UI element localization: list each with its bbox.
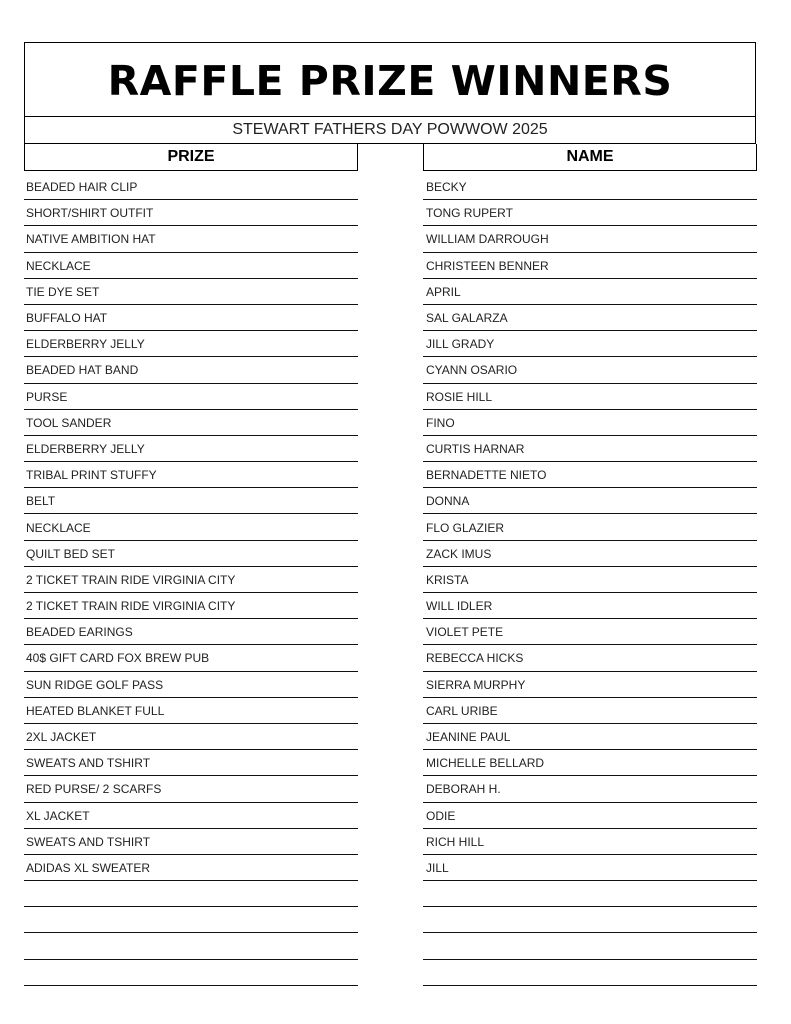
winner-name-row [423, 803, 757, 829]
winner-name-text [423, 893, 426, 894]
winner-name-row [423, 200, 757, 226]
prize-text: BUFFALO HAT [26, 311, 108, 326]
prize-text: SUN RIDGE GOLF PASS [26, 677, 164, 692]
winner-name-row [423, 357, 757, 383]
winner-name-row [423, 541, 757, 567]
prize-text: SWEATS AND TSHIRT [26, 756, 151, 771]
winner-name-text: APRIL [426, 284, 461, 299]
winner-name-text [423, 919, 426, 920]
winner-name-text: ODIE [426, 808, 456, 823]
prize-row [24, 698, 358, 724]
prize-text: 2XL JACKET [26, 730, 97, 745]
winner-name-row [423, 488, 757, 514]
winner-name-text: CARL URIBE [426, 703, 498, 718]
prize-text: HEATED BLANKET FULL [26, 703, 165, 718]
winner-name-text: JEANINE PAUL [426, 730, 511, 745]
prize-row [24, 331, 358, 357]
prize-row [24, 645, 358, 671]
winner-name-row [423, 384, 757, 410]
page-title: RAFFLE PRIZE WINNERS [107, 56, 673, 105]
winner-name-row [423, 724, 757, 750]
winner-name-text: REBECCA HICKS [426, 651, 524, 666]
winner-name-row [423, 672, 757, 698]
winner-name-text: CHRISTEEN BENNER [426, 258, 549, 273]
winner-name-row [423, 514, 757, 540]
prize-text: SWEATS AND TSHIRT [26, 834, 151, 849]
winner-name-text: MICHELLE BELLARD [426, 756, 545, 771]
winner-name-text: TONG RUPERT [426, 206, 513, 221]
prize-text: RED PURSE/ 2 SCARFS [26, 782, 162, 797]
prize-row [24, 567, 358, 593]
winner-name-row [423, 933, 757, 959]
winner-name-row [423, 698, 757, 724]
winner-name-row [423, 226, 757, 252]
winner-name-text: FINO [426, 415, 455, 430]
winner-name-row [423, 645, 757, 671]
prize-text: ELDERBERRY JELLY [26, 441, 145, 456]
prize-text: TRIBAL PRINT STUFFY [26, 468, 157, 483]
winner-name-text: DEBORAH H. [426, 782, 501, 797]
prize-row [24, 881, 358, 907]
prize-row [24, 174, 358, 200]
winner-name-text: BECKY [426, 180, 467, 195]
winner-name-text: BERNADETTE NIETO [426, 468, 547, 483]
winner-name-text: SAL GALARZA [426, 311, 508, 326]
winner-name-text: ZACK IMUS [426, 546, 492, 561]
prize-text: TIE DYE SET [26, 284, 100, 299]
winner-name-text: WILL IDLER [426, 599, 493, 614]
prize-text: 2 TICKET TRAIN RIDE VIRGINIA CITY [26, 572, 236, 587]
prize-column-header: PRIZE [24, 144, 358, 171]
prize-row [24, 305, 358, 331]
subtitle-box [24, 116, 756, 144]
prize-row [24, 829, 358, 855]
winner-name-row [423, 253, 757, 279]
prize-text: SHORT/SHIRT OUTFIT [26, 206, 154, 221]
prize-text: QUILT BED SET [26, 546, 115, 561]
winner-name-row [423, 619, 757, 645]
winner-name-text: FLO GLAZIER [426, 520, 505, 535]
winner-name-row [423, 960, 757, 986]
page-subtitle: STEWART FATHERS DAY POWWOW 2025 [232, 120, 548, 138]
winner-name-row [423, 881, 757, 907]
winner-name-row [423, 750, 757, 776]
winner-name-row [423, 907, 757, 933]
prize-row [24, 384, 358, 410]
title-box [24, 42, 756, 117]
prize-text: BELT [26, 494, 56, 509]
winner-name-text: WILLIAM DARROUGH [426, 232, 549, 247]
winner-name-text: CYANN OSARIO [426, 363, 518, 378]
name-column-header: NAME [423, 144, 757, 171]
prize-text [24, 919, 26, 920]
prize-row [24, 541, 358, 567]
prize-text [24, 893, 26, 894]
prize-text: BEADED HAIR CLIP [26, 180, 138, 195]
winner-name-text: JILL GRADY [426, 337, 495, 352]
prize-row [24, 410, 358, 436]
winner-name-text: ROSIE HILL [426, 389, 493, 404]
winner-name-text: JILL [426, 860, 449, 875]
prize-row [24, 907, 358, 933]
prize-text: NECKLACE [26, 258, 91, 273]
prize-row [24, 436, 358, 462]
prize-text [24, 972, 26, 973]
winner-name-row [423, 436, 757, 462]
prize-row [24, 803, 358, 829]
winner-name-text: VIOLET PETE [426, 625, 504, 640]
prize-text: ELDERBERRY JELLY [26, 337, 145, 352]
prize-row [24, 462, 358, 488]
prize-text: TOOL SANDER [26, 415, 112, 430]
prize-list [24, 174, 358, 986]
prize-row [24, 279, 358, 305]
prize-text [24, 946, 26, 947]
winner-name-row [423, 305, 757, 331]
prize-row [24, 619, 358, 645]
prize-row [24, 593, 358, 619]
prize-row [24, 200, 358, 226]
winner-name-row [423, 593, 757, 619]
winner-name-text: RICH HILL [426, 834, 485, 849]
prize-row [24, 226, 358, 252]
prize-text: ADIDAS XL SWEATER [26, 860, 151, 875]
winner-name-text: KRISTA [426, 572, 469, 587]
winner-name-row [423, 829, 757, 855]
winner-name-text [423, 972, 426, 973]
prize-text: 40$ GIFT CARD FOX BREW PUB [26, 651, 210, 666]
name-list [423, 174, 757, 986]
prize-text: BEADED HAT BAND [26, 363, 139, 378]
prize-row [24, 357, 358, 383]
winner-name-row [423, 174, 757, 200]
prize-row [24, 776, 358, 802]
winner-name-text: SIERRA MURPHY [426, 677, 526, 692]
prize-row [24, 855, 358, 881]
winner-name-text: CURTIS HARNAR [426, 441, 525, 456]
winner-name-row [423, 567, 757, 593]
winner-name-row [423, 462, 757, 488]
prize-row [24, 933, 358, 959]
prize-text: 2 TICKET TRAIN RIDE VIRGINIA CITY [26, 599, 236, 614]
prize-row [24, 253, 358, 279]
prize-text: BEADED EARINGS [26, 625, 133, 640]
prize-row [24, 724, 358, 750]
winner-name-row [423, 776, 757, 802]
winner-name-row [423, 410, 757, 436]
prize-row [24, 750, 358, 776]
prize-row [24, 672, 358, 698]
prize-row [24, 514, 358, 540]
winner-name-row [423, 279, 757, 305]
prize-text: NECKLACE [26, 520, 91, 535]
winner-name-row [423, 331, 757, 357]
winner-name-text: DONNA [426, 494, 470, 509]
winner-name-text [423, 946, 426, 947]
prize-text: PURSE [26, 389, 68, 404]
winner-name-row [423, 855, 757, 881]
prize-text: NATIVE AMBITION HAT [26, 232, 156, 247]
prize-text: XL JACKET [26, 808, 90, 823]
prize-row [24, 488, 358, 514]
prize-row [24, 960, 358, 986]
